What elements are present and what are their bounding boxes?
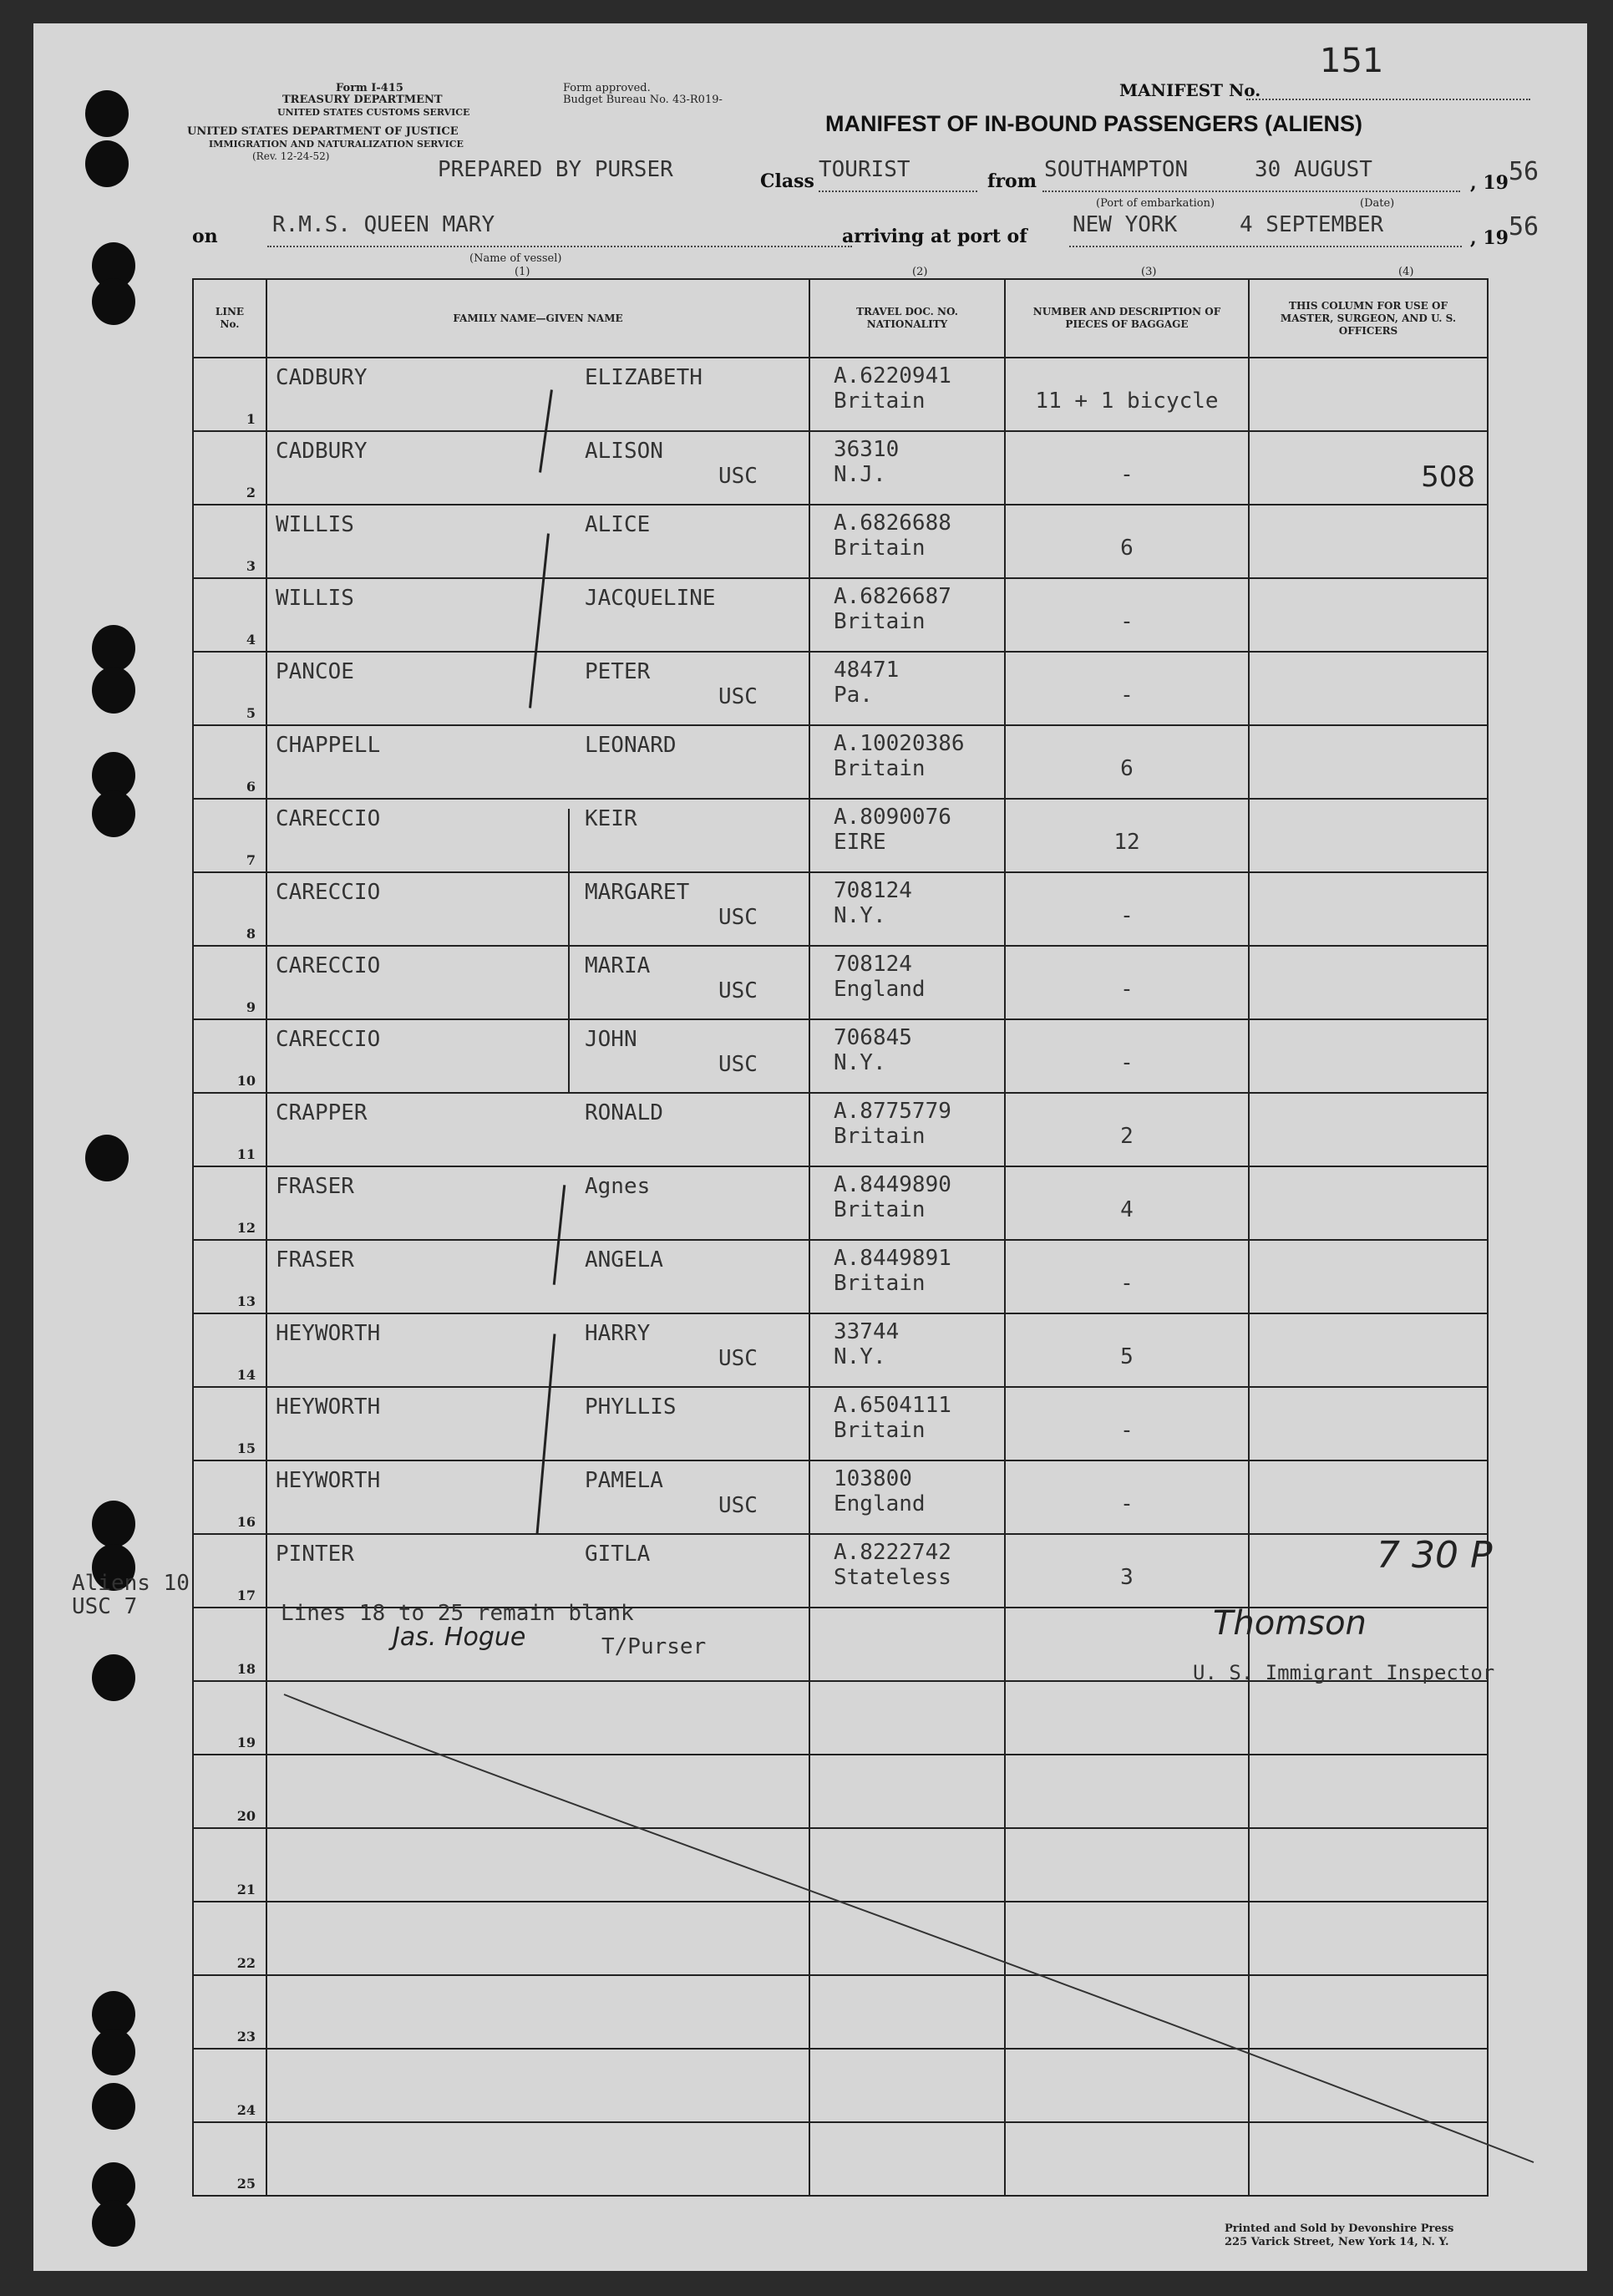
budget-bureau: Budget Bureau No. 43-R019- [563, 94, 723, 106]
travel-doc-number: 48471 [834, 658, 900, 683]
nationality: EIRE [834, 830, 886, 855]
given-name: MARIA [585, 953, 651, 978]
travel-doc-number: 103800 [834, 1466, 912, 1491]
revision-date: (Rev. 12-24-52) [252, 150, 330, 162]
arriving-label: arriving at port of [842, 226, 1027, 247]
officer-note: 508 [1421, 460, 1475, 494]
usc-flag: USC [718, 684, 758, 709]
printer-line-1: Printed and Sold by Devonshire Press [1225, 2222, 1454, 2235]
port-of-embarkation: SOUTHAMPTON [1044, 157, 1189, 182]
given-name: PHYLLIS [585, 1394, 677, 1420]
travel-doc-number: 33744 [834, 1319, 900, 1344]
arrival-port: NEW YORK [1073, 212, 1178, 237]
customs-service: UNITED STATES CUSTOMS SERVICE [277, 107, 470, 118]
usc-flag: USC [718, 1346, 758, 1371]
nationality: Pa. [834, 683, 873, 708]
baggage-count: 5 [1120, 1344, 1134, 1369]
manifest-page [33, 23, 1587, 2271]
nationality: N.Y. [834, 1050, 886, 1075]
baggage-count: 6 [1120, 756, 1134, 781]
col-num-3: (3) [1141, 266, 1157, 278]
nationality: England [834, 977, 926, 1002]
family-name: CADBURY [276, 365, 368, 390]
given-name: MARGARET [585, 880, 690, 905]
nationality: Britain [834, 756, 926, 781]
form-approved: Form approved. [563, 82, 651, 94]
line-number: 23 [236, 2029, 256, 2045]
prepared-by: PREPARED BY PURSER [438, 157, 673, 182]
arrival-date: 4 SEPTEMBER [1240, 212, 1384, 237]
travel-doc-number: A.6220941 [834, 363, 951, 389]
travel-doc-number: A.10020386 [834, 731, 965, 756]
given-name: Agnes [585, 1174, 651, 1199]
family-name: CHAPPELL [276, 733, 381, 758]
usc-flag: USC [718, 464, 758, 489]
travel-doc-number: 708124 [834, 878, 912, 903]
year-prefix-1: , 19 [1470, 172, 1509, 194]
usc-flag: USC [718, 978, 758, 1003]
nationality: Britain [834, 1124, 926, 1149]
form-number: Form I-415 [336, 82, 403, 94]
given-name: ALISON [585, 439, 663, 464]
col-num-2: (2) [912, 266, 928, 278]
travel-doc-number: A.8449890 [834, 1172, 951, 1197]
line-number: 13 [236, 1293, 256, 1309]
line-number: 2 [246, 485, 256, 500]
purser-label: T/Purser [601, 1634, 707, 1659]
usc-flag: USC [718, 1052, 758, 1077]
family-name: CARECCIO [276, 953, 381, 978]
line-number: 3 [246, 558, 256, 574]
given-name: JACQUELINE [585, 586, 716, 611]
family-name: WILLIS [276, 512, 354, 537]
line-number: 6 [246, 779, 256, 795]
immigration-service: IMMIGRATION AND NATURALIZATION SERVICE [209, 139, 464, 150]
given-name: PETER [585, 659, 651, 684]
family-name: CADBURY [276, 439, 368, 464]
class-value: TOURIST [819, 157, 910, 182]
given-name: LEONARD [585, 733, 677, 758]
date-caption: (Date) [1360, 197, 1395, 210]
family-name: WILLIS [276, 586, 354, 611]
from-label: from [987, 170, 1037, 192]
family-name: CARECCIO [276, 806, 381, 831]
baggage-count: - [1120, 683, 1134, 708]
line-no-header: LINE No. [193, 279, 266, 358]
line-number: 9 [246, 999, 256, 1015]
travel-doc-number: 708124 [834, 952, 912, 977]
inspector-signature: Thomson [1213, 1604, 1367, 1643]
usc-flag: USC [718, 905, 758, 930]
family-name: CRAPPER [276, 1100, 368, 1125]
travel-doc-number: A.8090076 [834, 805, 951, 830]
travel-doc-number: 706845 [834, 1025, 912, 1050]
baggage-count: - [1120, 462, 1134, 487]
line-number: 17 [236, 1587, 256, 1603]
travel-doc-number: A.6826688 [834, 511, 951, 536]
given-name: ANGELA [585, 1247, 663, 1272]
line-number: 5 [246, 705, 256, 721]
travel-doc-number: A.8449891 [834, 1246, 951, 1271]
given-name: ELIZABETH [585, 365, 703, 390]
nationality: Stateless [834, 1565, 951, 1590]
family-name: PANCOE [276, 659, 354, 684]
line-number: 14 [236, 1367, 256, 1383]
travel-doc-header: TRAVEL DOC. NO. NATIONALITY [809, 279, 1005, 358]
name-header: FAMILY NAME—GIVEN NAME [266, 279, 809, 358]
family-name: CARECCIO [276, 880, 381, 905]
nationality: N.Y. [834, 1344, 886, 1369]
baggage-count: 6 [1120, 536, 1134, 561]
treasury-department: TREASURY DEPARTMENT [282, 94, 443, 106]
nationality: Britain [834, 1418, 926, 1443]
line-number: 21 [236, 1882, 256, 1897]
usc-flag: USC [718, 1493, 758, 1518]
nationality: Britain [834, 536, 926, 561]
given-name: RONALD [585, 1100, 663, 1125]
baggage-count: 12 [1113, 830, 1140, 855]
cancel-diagonal [33, 23, 1587, 2271]
travel-doc-number: A.8775779 [834, 1099, 951, 1124]
travel-doc-number: A.8222742 [834, 1540, 951, 1565]
vessel-name: R.M.S. QUEEN MARY [272, 212, 495, 237]
family-name: PINTER [276, 1542, 354, 1567]
time-note: 7 30 P [1377, 1534, 1493, 1577]
baggage-count: - [1120, 1271, 1134, 1296]
baggage-header: NUMBER AND DESCRIPTION OF PIECES OF BAGGAGE [1005, 279, 1249, 358]
line-number: 24 [236, 2102, 256, 2118]
baggage-count: 3 [1120, 1565, 1134, 1590]
nationality: Britain [834, 1271, 926, 1296]
purser-signature: Jas. Hogue [393, 1623, 526, 1652]
line-number: 18 [236, 1661, 256, 1677]
line-number: 12 [236, 1220, 256, 1236]
travel-doc-number: 36310 [834, 437, 900, 462]
family-name: CARECCIO [276, 1027, 381, 1052]
embarkation-date: 30 AUGUST [1255, 157, 1372, 182]
baggage-count: - [1120, 609, 1134, 634]
year-suffix-2: 56 [1509, 212, 1539, 241]
line-number: 10 [236, 1073, 256, 1089]
year-suffix-1: 56 [1509, 157, 1539, 186]
officers-header: THIS COLUMN FOR USE OF MASTER, SURGEON, AND U. S. OFFICERS [1249, 279, 1488, 358]
manifest-no-label: MANIFEST No. [1119, 80, 1261, 100]
baggage-count: 4 [1120, 1197, 1134, 1222]
class-label: Class [760, 170, 814, 192]
baggage-count: - [1120, 1050, 1134, 1075]
manifest-title: MANIFEST OF IN-BOUND PASSENGERS (ALIENS) [825, 111, 1363, 136]
line-number: 22 [236, 1955, 256, 1971]
travel-doc-number: A.6826687 [834, 584, 951, 609]
department-of-justice: UNITED STATES DEPARTMENT OF JUSTICE [187, 125, 459, 138]
line-number: 15 [236, 1440, 256, 1456]
family-name: HEYWORTH [276, 1394, 381, 1420]
blank-lines-note: Lines 18 to 25 remain blank [281, 1601, 634, 1626]
nationality: England [834, 1491, 926, 1516]
usc-count: USC 7 [72, 1594, 138, 1619]
baggage-count: 11 + 1 bicycle [1035, 389, 1219, 414]
given-name: KEIR [585, 806, 637, 831]
port-caption: (Port of embarkation) [1096, 197, 1215, 210]
aliens-count: Aliens 10 [72, 1571, 190, 1596]
inspector-label: U. S. Immigrant Inspector [1193, 1661, 1495, 1684]
page-number: 151 [1320, 42, 1384, 80]
line-number: 16 [236, 1514, 256, 1530]
given-name: ALICE [585, 512, 651, 537]
line-number: 11 [236, 1146, 256, 1162]
nationality: Britain [834, 1197, 926, 1222]
baggage-count: - [1120, 903, 1134, 928]
given-name: HARRY [585, 1321, 651, 1346]
nationality: N.Y. [834, 903, 886, 928]
printer-line-2: 225 Varick Street, New York 14, N. Y. [1225, 2236, 1449, 2248]
family-name: FRASER [276, 1247, 354, 1272]
travel-doc-number: A.6504111 [834, 1393, 951, 1418]
year-prefix-2: , 19 [1470, 227, 1509, 249]
line-number: 8 [246, 926, 256, 942]
baggage-count: 2 [1120, 1124, 1134, 1149]
nationality: Britain [834, 609, 926, 634]
vessel-caption: (Name of vessel) [469, 252, 562, 265]
line-number: 19 [236, 1735, 256, 1750]
baggage-count: - [1120, 1418, 1134, 1443]
line-number: 1 [246, 411, 256, 427]
family-name: HEYWORTH [276, 1468, 381, 1493]
line-number: 20 [236, 1808, 256, 1824]
col-num-1: (1) [515, 266, 530, 278]
nationality: N.J. [834, 462, 886, 487]
given-name: PAMELA [585, 1468, 663, 1493]
on-label: on [192, 226, 218, 247]
line-number: 7 [246, 852, 256, 868]
given-name: GITLA [585, 1542, 651, 1567]
family-name: HEYWORTH [276, 1321, 381, 1346]
line-number: 25 [236, 2176, 256, 2192]
family-name: FRASER [276, 1174, 354, 1199]
nationality: Britain [834, 389, 926, 414]
line-number: 4 [246, 632, 256, 648]
baggage-count: - [1120, 1491, 1134, 1516]
col-num-4: (4) [1398, 266, 1414, 278]
baggage-count: - [1120, 977, 1134, 1002]
given-name: JOHN [585, 1027, 637, 1052]
